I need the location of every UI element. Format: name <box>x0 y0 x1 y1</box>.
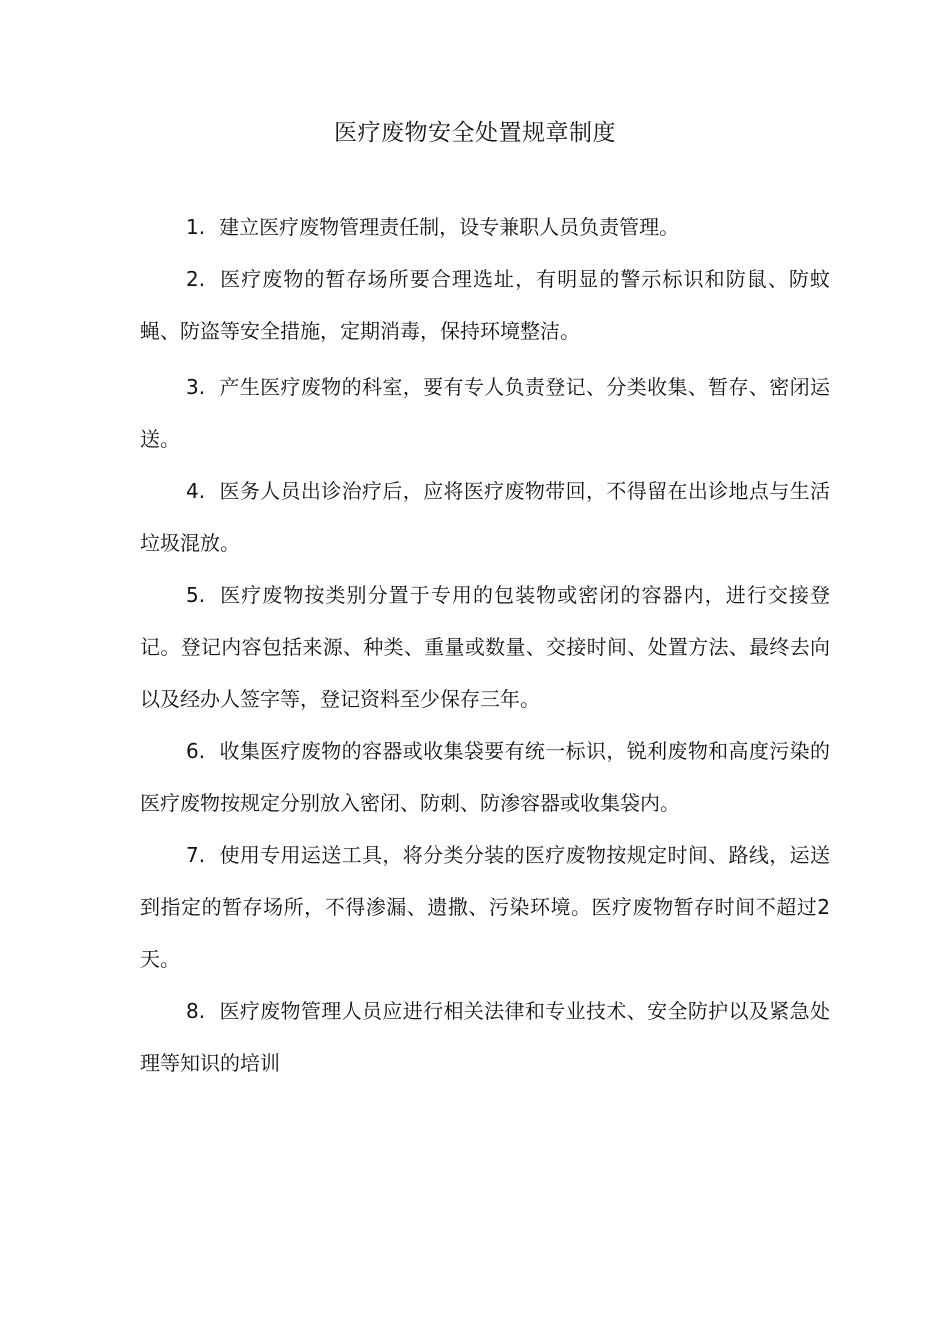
regulation-item <box>140 985 830 1089</box>
item-text: 医疗废物管理人员应进行相关法律和专业技术、安全防护以及紧急处理等知识的培训 <box>140 999 830 1075</box>
item-number: 6. <box>186 739 206 763</box>
item-number: 4. <box>186 479 206 503</box>
item-text: 医务人员出诊治疗后，应将医疗废物带回，不得留在出诊地点与生活垃圾混放。 <box>140 479 830 555</box>
item-text: 建立医疗废物管理责任制，设专兼职人员负责管理。 <box>219 215 680 239</box>
item-number: 2. <box>186 267 206 291</box>
regulation-item <box>140 829 830 985</box>
item-number: 8. <box>186 999 206 1023</box>
item-number: 3. <box>186 375 206 399</box>
item-text: 医疗废物按类别分置于专用的包装物或密闭的容器内，进行交接登记。登记内容包括来源、种类、重量或数量、交接时间、处置方法、最终去向以及经办人签字等，登记资料至少保存三年。 <box>140 583 830 711</box>
regulation-item <box>140 725 830 829</box>
item-number: 5. <box>186 583 206 607</box>
item-number: 1. <box>186 215 206 239</box>
item-text: 使用专用运送工具，将分类分装的医疗废物按规定时间、路线，运送到指定的暂存场所，不得渗漏、遗撒、污染环境。医疗废物暂存时间不超过2天。 <box>140 843 830 971</box>
regulation-item <box>140 201 830 253</box>
item-text: 产生医疗废物的科室，要有专人负责登记、分类收集、暂存、密闭运送。 <box>140 375 830 451</box>
regulation-item <box>140 569 830 725</box>
regulation-item <box>140 465 830 569</box>
item-number: 7. <box>186 843 206 867</box>
document-title: 医疗废物安全处置规章制度 <box>334 120 616 146</box>
regulation-item <box>140 361 830 465</box>
regulation-item <box>140 253 830 357</box>
item-text: 收集医疗废物的容器或收集袋要有统一标识，锐利废物和高度污染的医疗废物按规定分别放入密闭、防刺、防渗容器或收集袋内。 <box>140 739 830 815</box>
item-text: 医疗废物的暂存场所要合理选址，有明显的警示标识和防鼠、防蚊蝇、防盗等安全措施，定期消毒，保持环境整洁。 <box>140 267 830 343</box>
